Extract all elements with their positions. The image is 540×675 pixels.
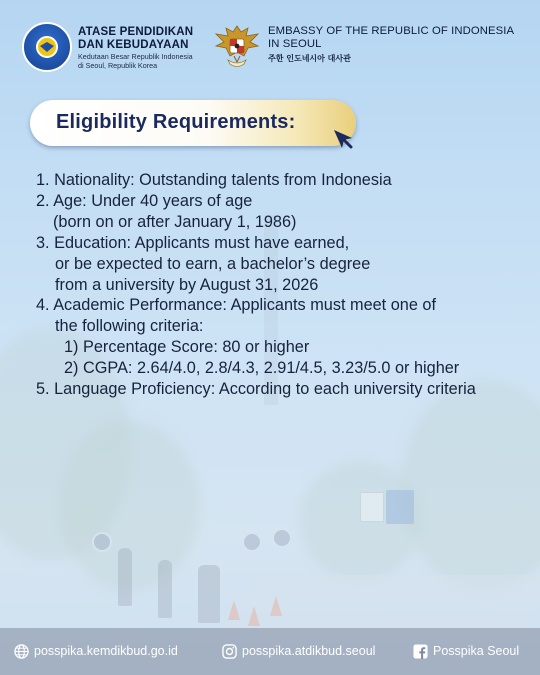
atase-subtitle bbox=[78, 52, 193, 70]
req-academic: 4. Academic Performance: Applicants must meet one of bbox=[36, 296, 436, 315]
embassy-korean-name: 주한 인도네시아 대사관 bbox=[268, 54, 351, 63]
req-age-detail: (born on or after January 1, 1986) bbox=[53, 212, 297, 231]
atase-subtitle-line2: di Seoul, Republik Korea bbox=[78, 61, 158, 70]
req-education: 3. Education: Applicants must have earned, bbox=[36, 233, 350, 252]
atase-title bbox=[78, 26, 193, 52]
globe-icon bbox=[14, 644, 29, 659]
website-link[interactable]: posspika.kemdikbud.go.id bbox=[34, 644, 178, 658]
garuda-emblem bbox=[214, 22, 260, 72]
cursor-arrow-icon bbox=[331, 127, 355, 151]
footer-bar bbox=[0, 628, 540, 675]
req-education-line2: or be expected to earn, a bachelor’s degree bbox=[55, 254, 371, 273]
embassy-title-line2: IN SEOUL bbox=[268, 38, 322, 50]
facebook-link[interactable]: Posspika Seoul bbox=[433, 644, 520, 658]
atase-title-line1: ATASE PENDIDIKAN bbox=[78, 26, 194, 38]
embassy-title-line1: EMBASSY OF THE REPUBLIC OF INDONESIA bbox=[268, 25, 515, 37]
page-title: Eligibility Requirements: bbox=[56, 111, 296, 133]
req-age: 2. Age: Under 40 years of age bbox=[36, 191, 253, 210]
kemdikbud-logo bbox=[22, 22, 72, 72]
req-criteria-cgpa: 2) CGPA: 2.64/4.0, 2.8/4.3, 2.91/4.5, 3.23/5.0 or higher bbox=[64, 359, 460, 378]
req-nationality: 1. Nationality: Outstanding talents from Indonesia bbox=[36, 171, 392, 189]
req-education-line3: from a university by August 31, 2026 bbox=[55, 275, 319, 294]
requirements-list bbox=[36, 170, 536, 400]
atase-title-line2: DAN KEBUDAYAAN bbox=[78, 39, 189, 51]
req-academic-line2: the following criteria: bbox=[55, 317, 204, 336]
title-banner bbox=[30, 100, 356, 146]
atase-subtitle-line1: Kedutaan Besar Republik Indonesia bbox=[78, 52, 193, 61]
req-language: 5. Language Proficiency: According to each university criteria bbox=[36, 380, 476, 399]
req-criteria-percentage: 1) Percentage Score: 80 or higher bbox=[64, 338, 310, 357]
instagram-icon bbox=[222, 644, 237, 659]
header bbox=[0, 0, 540, 80]
instagram-link[interactable]: posspika.atdikbud.seoul bbox=[242, 644, 376, 658]
embassy-title bbox=[268, 25, 514, 51]
facebook-icon bbox=[413, 644, 428, 659]
